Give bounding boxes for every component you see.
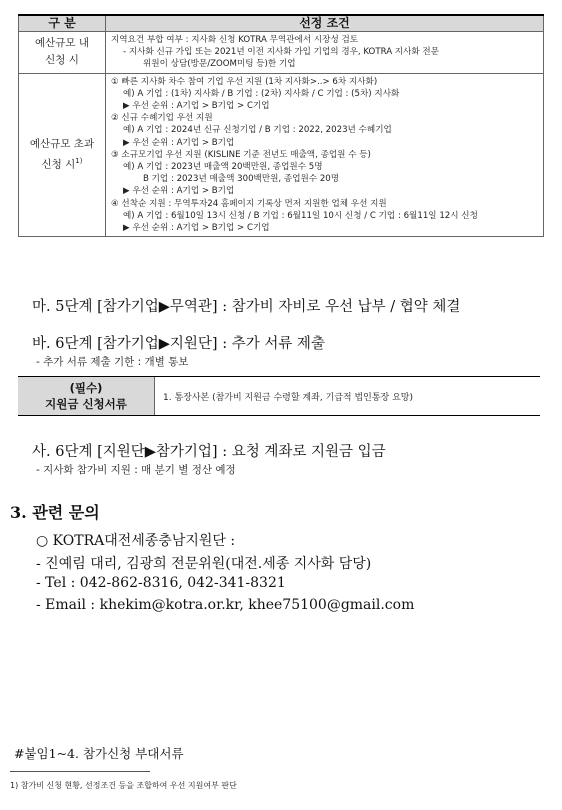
row-content-over-budget: ① 빠른 지사화 차수 참여 기업 우선 지원 (1차 지사화>..> 6차 지사화) 예) A 기업 : (1차) 지사화 / B 기업 : (2차) 지사화 / C 기업 : (5차) 지사화 ▶ 우선 순위 : A기업 > B기업 > C기업 ② 신규 수혜기업 우선 지원 예) A 기업 : 2024년 신규 신청기업 / B 기업 : 2022, 2023년 수혜기업 ▶ 우선 순위 : A기업 > B기업 ③ 소규모기업 우선 지원 (KISLINE 기준 전년도 매출액, 종업원 수 등) 예) A 기업 : 2023년 매출액 20백만원, 종업원수 5명 B 기업 : 2023년 매출액 300백만원, 종업원수 20명 ▶ 우선 순위 : A기업 > B기업 ④ 선착순 지원 : 무역투자24 홈페이지 기록상 먼저 지원한 업체 우선 지원 예) A 기업 : 6월10일 13시 신청 / B 기업 : 6월11일 10시 신청 / C 기업 : 6월11일 12시 신청 ▶ 우선 순위 : A기업 > B기업 > C기업 xyxy=(106,73,544,237)
contact-staff: - 진예림 대리, 김광희 전문위원(대전.세종 지사화 담당) xyxy=(36,556,372,572)
table-header-category: 구 분 xyxy=(19,15,106,32)
contact-tel: - Tel : 042-862-8316, 042-341-8321 xyxy=(36,575,286,591)
footnote: 1) 참가비 신청 현황, 선정조건 등을 조합하여 우선 지원여부 판단 xyxy=(10,781,237,790)
step-ma-heading: 마. 5단계 [참가기업▶무역관] : 참가비 자비로 우선 납부 / 협약 체결 xyxy=(32,299,461,315)
footnote-ref: 1) xyxy=(75,157,83,166)
contact-email: - Email : khekim@kotra.or.kr, khee75100@gmail.com xyxy=(36,597,415,613)
attachment-note: #붙임1~4. 참가신청 부대서류 xyxy=(14,746,184,761)
required-documents-box xyxy=(18,376,540,416)
row-content-within-budget: 지역요건 부합 여부 : 지사화 신청 KOTRA 무역관에서 시장성 검토 - 지사화 신규 가입 또는 2021년 이전 지사화 가입 기업의 경우, KOTRA 지사화 전문 위원이 상담(방문/ZOOM미팅 등)한 기업 xyxy=(106,32,544,74)
required-documents-label: (필수) 지원금 신청서류 xyxy=(18,377,155,415)
row-label-over-budget: 예산규모 초과 신청 시$^{1)}$ xyxy=(19,73,106,237)
contact-org: ○ KOTRA대전세종충남지원단 : xyxy=(36,533,236,549)
row-label-within-budget: 예산규모 내 신청 시 xyxy=(19,32,106,74)
required-documents-content: 1. 통장사본 (참가비 지원금 수령할 계좌, 기급적 법인통장 요망) xyxy=(163,392,414,403)
footnote-divider xyxy=(10,771,150,772)
step-sa-note: - 지사화 참가비 지원 : 매 분기 별 정산 예정 xyxy=(36,464,236,476)
step-sa-heading: 사. 6단계 [지원단▶참가기업] : 요청 계좌로 지원금 입금 xyxy=(32,444,386,460)
selection-criteria-table xyxy=(18,14,544,237)
step-ba-deadline: - 추가 서류 제출 기한 : 개별 통보 xyxy=(36,356,189,368)
table-row xyxy=(19,73,544,237)
table-row xyxy=(19,32,544,74)
step-ba-heading: 바. 6단계 [참가기업▶지원단] : 추가 서류 제출 xyxy=(32,336,325,352)
table-header-condition: 선정 조건 xyxy=(106,15,544,32)
section-title: 3. 관련 문의 xyxy=(10,503,100,522)
